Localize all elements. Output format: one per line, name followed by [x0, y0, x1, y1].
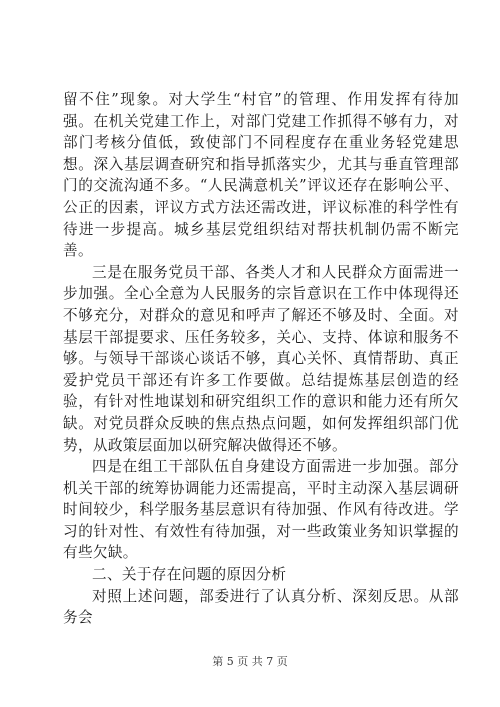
paragraph-2: 三是在服务党员干部、各类人才和人民群众方面需进一步加强。全心全意为人民服务的宗旨意识在工作中体现得还不够充分，对群众的意见和呼声了解还不够及时、全面。对基层干部提要求、压任务较多，关心、支持、体谅和服务不够。与领导干部谈心谈话不够，真心关怀、真情帮助、真正爱护党员干部还有许多工作要做。总结提炼基层创造的经验，有针对性地谋划和研究组织工作的意识和能力还有所欠缺。对党员群众反映的焦点热点问题，如何发挥组织部门优势，从政策层面加以研究解决做得还不够。: [63, 263, 459, 454]
page-footer: 第 5 页 共 7 页: [212, 655, 288, 668]
document-body: [63, 89, 459, 629]
paragraph-5: 对照上述问题，部委进行了认真分析、深刻反思。从部务会: [63, 587, 459, 627]
paragraph-1: 留不住”现象。对大学生“村官”的管理、作用发挥有待加强。在机关党建工作上，对部门党建工作抓得不够有力，对部门考核分值低，致使部门不同程度存在重业务轻党建思想。深入基层调查研究和指导抓落实少，尤其与垂直管理部门的交流沟通不多。“人民满意机关”评议还存在影响公平、公正的因素，评议方式方法还需改进，评议标准的科学性有待进一步提高。城乡基层党组织结对帮扶机制仍需不断完善。: [63, 91, 459, 260]
paragraph-3: 四是在组工干部队伍自身建设方面需进一步加强。部分机关干部的统筹协调能力还需提高，平时主动深入基层调研时间较少，科学服务基层意识有待加强、作风有待改进。学习的针对性、有效性有待加强，对一些政策业务知识掌握的有些欠缺。: [63, 458, 459, 562]
section-heading: 二、关于存在问题的原因分析: [92, 566, 287, 584]
